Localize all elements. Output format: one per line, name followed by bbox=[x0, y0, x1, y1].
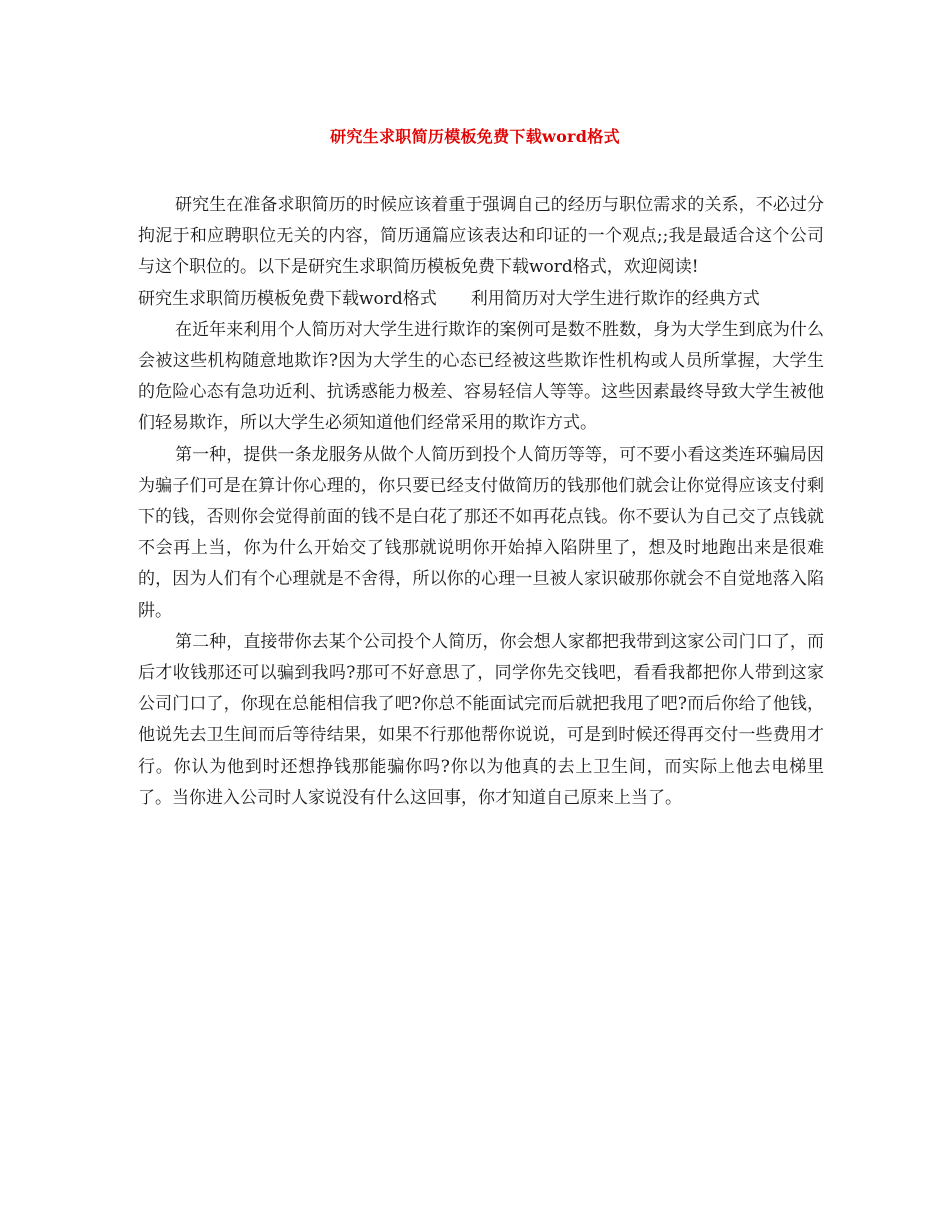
document-title: 研究生求职简历模板免费下载word格式 bbox=[330, 127, 620, 146]
document-body bbox=[138, 190, 824, 814]
subheading-line bbox=[138, 284, 824, 315]
body-paragraph-1: 在近年来利用个人简历对大学生进行欺诈的案例可是数不胜数，身为大学生到底为什么会被这些机构随意地欺诈?因为大学生的心态已经被这些欺诈性机构或人员所掌握，大学生的危险心态有急功近利、抗诱惑能力极差、容易轻信人等等。这些因素最终导致大学生被他们轻易欺诈，所以大学生必须知道他们经常采用的欺诈方式。 bbox=[138, 319, 824, 434]
intro-paragraph: 研究生在准备求职简历的时候应该着重于强调自己的经历与职位需求的关系，不必过分拘泥于和应聘职位无关的内容，简历通篇应该表达和印证的一个观点;;我是最适合这个公司与这个职位的。以下是研究生求职简历模板免费下载word格式，欢迎阅读! bbox=[138, 195, 824, 278]
subheading-right: 利用简历对大学生进行欺诈的经典方式 bbox=[470, 288, 760, 309]
body-paragraph-3: 第二种，直接带你去某个公司投个人简历，你会想人家都把我带到这家公司门口了，而后才收钱那还可以骗到我吗?那可不好意思了，同学你先交钱吧，看看我都把你人带到这家公司门口了，你现在总能相信我了吧?你总不能面试完而后就把我甩了吧?而后你给了他钱，他说先去卫生间而后等待结果，如果不行那他帮你说说，可是到时候还得再交付一些费用才行。你认为他到时还想挣钱那能骗你吗?你以为他真的去上卫生间，而实际上他去电梯里了。当你进入公司时人家说没有什么这回事，你才知道自己原来上当了。 bbox=[138, 631, 824, 808]
subheading-left: 研究生求职简历模板免费下载word格式 bbox=[138, 288, 437, 309]
body-paragraph-2: 第一种，提供一条龙服务从做个人简历到投个人简历等等，可不要小看这类连环骗局因为骗子们可是在算计你心理的，你只要已经支付做简历的钱那他们就会让你觉得应该支付剩下的钱，否则你会觉得前面的钱不是白花了那还不如再花点钱。你不要认为自己交了点钱就不会再上当，你为什么开始交了钱那就说明你开始掉入陷阱里了，想及时地跑出来是很难的，因为人们有个心理就是不舍得，所以你的心理一旦被人家识破那你就会不自觉地落入陷阱。 bbox=[138, 444, 824, 621]
